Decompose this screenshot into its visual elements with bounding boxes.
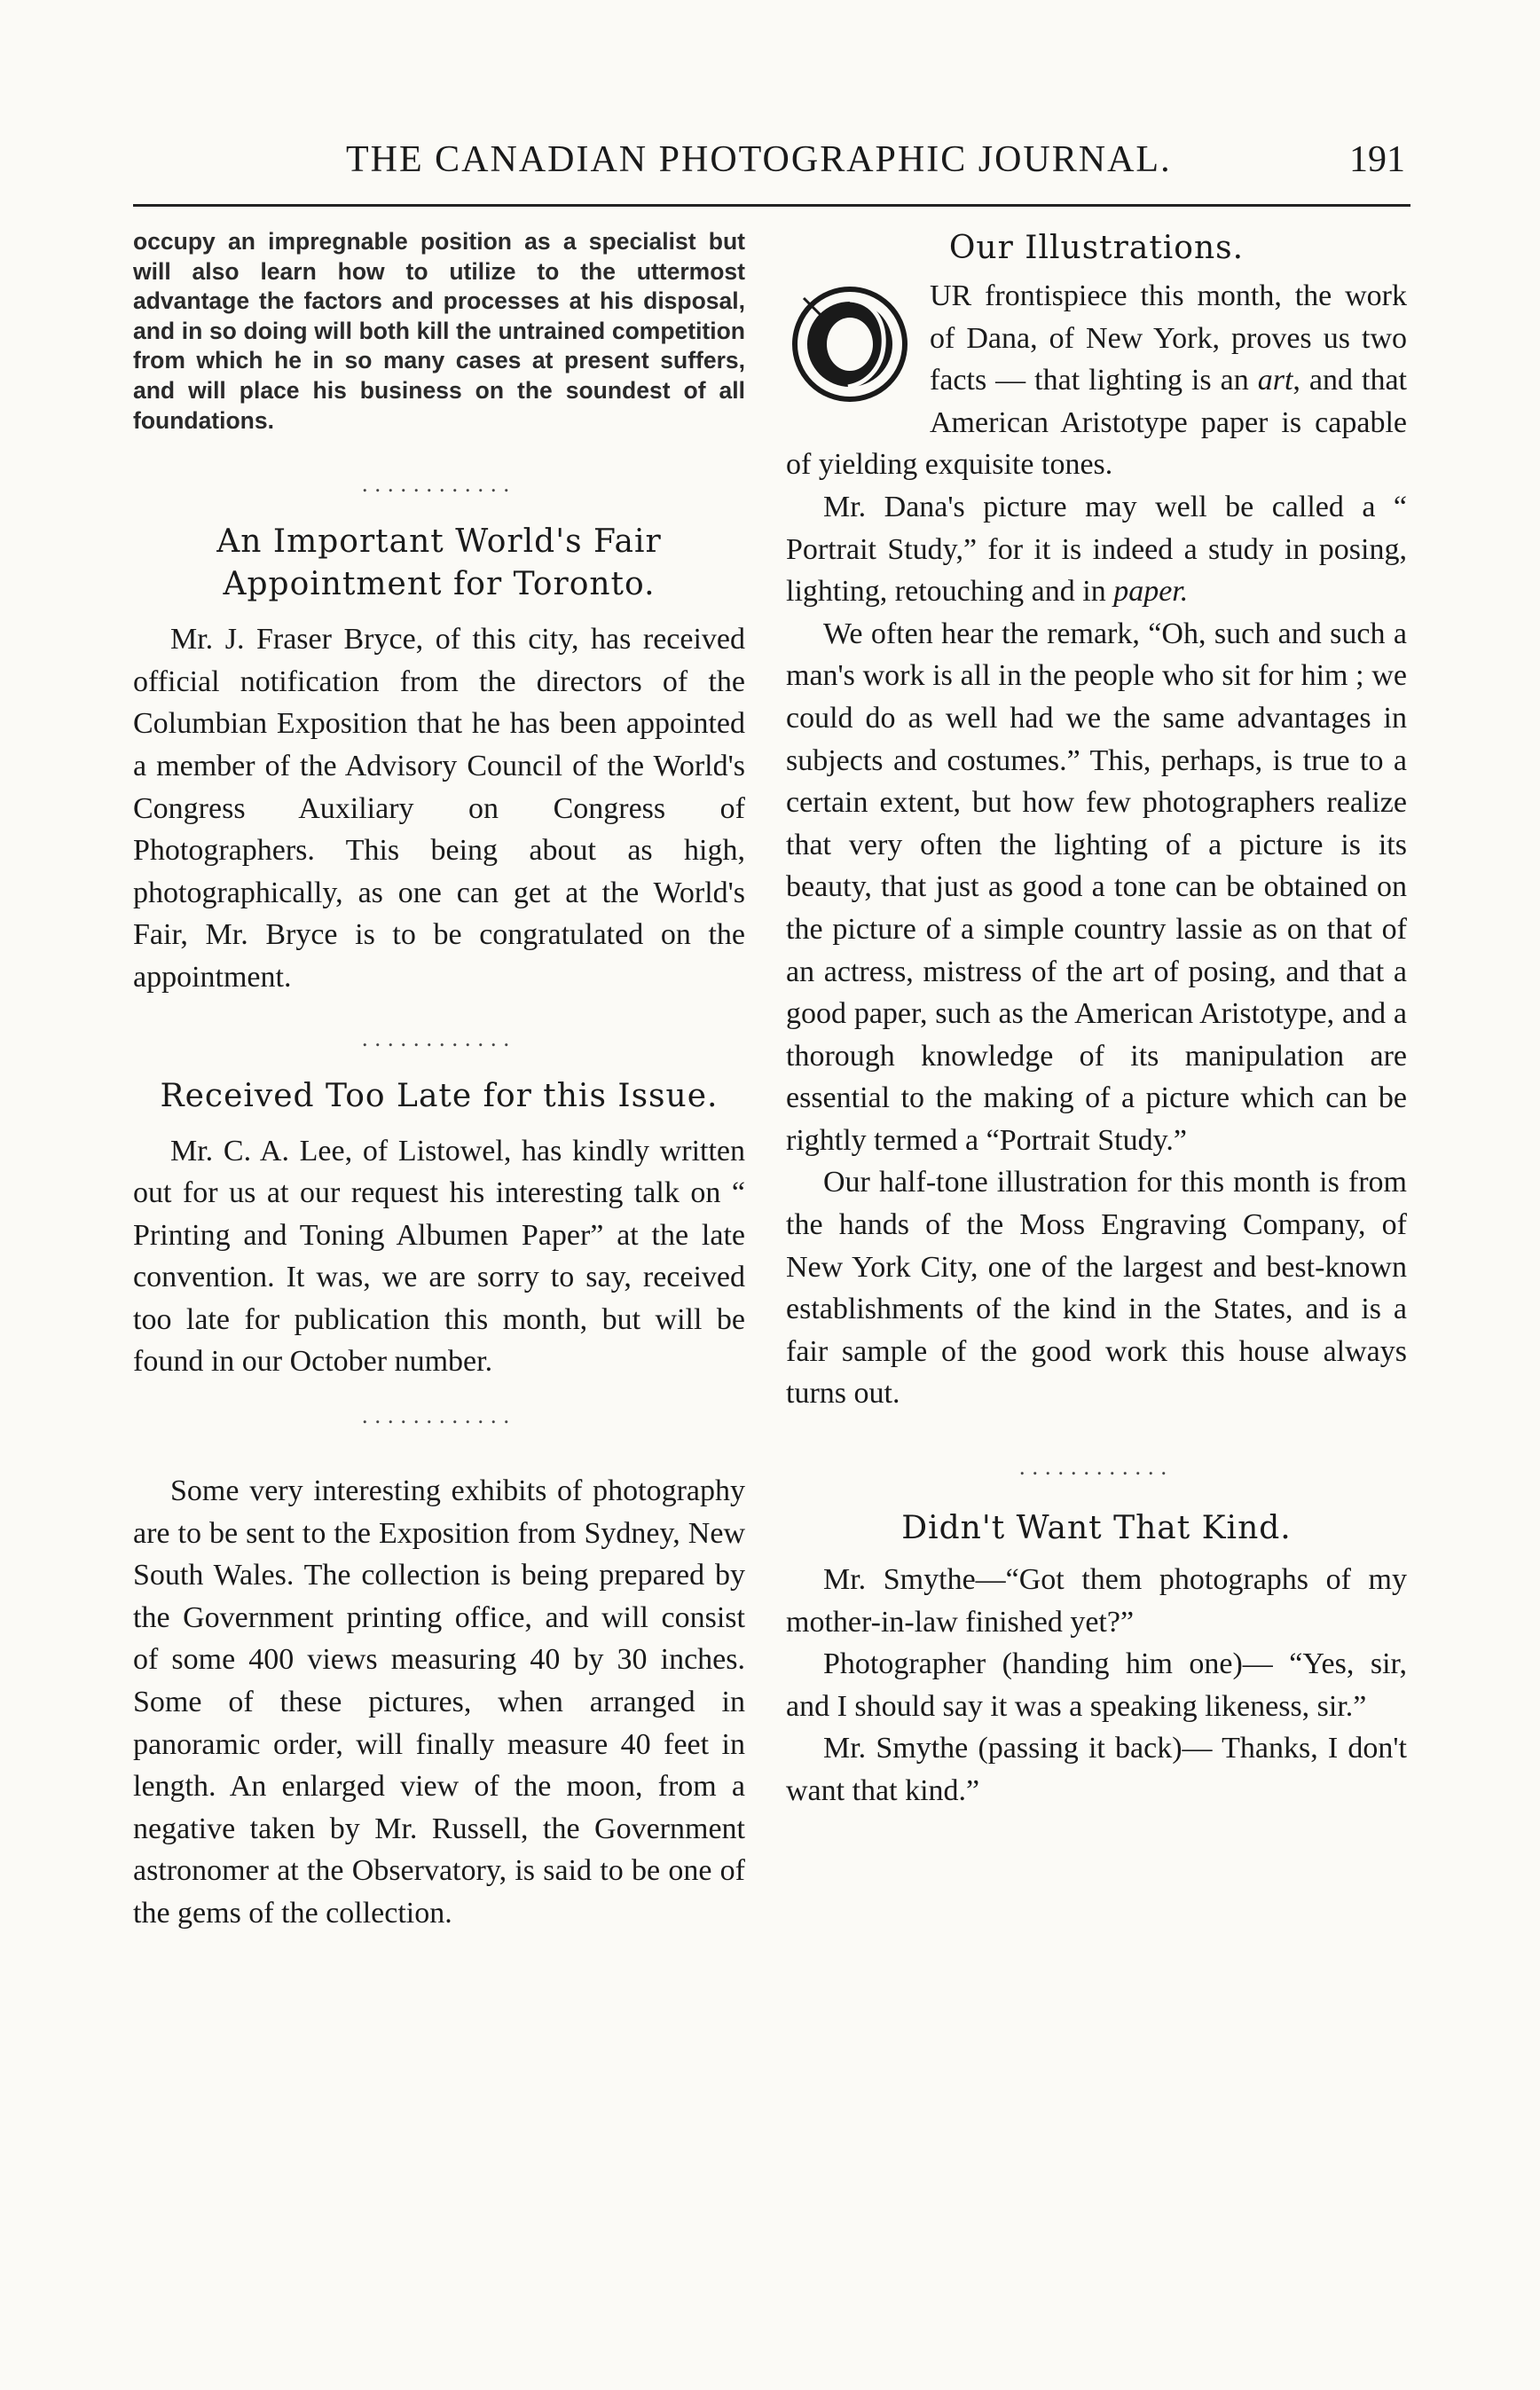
heading-our-illustrations: Our Illustrations. bbox=[948, 230, 1245, 266]
received-late-body: Mr. C. A. Lee, of Listowel, has kindly written out for us at our request his interesting talk on “ Printing and Toning Albumen Paper” at the late convention. It was, we are sorry to say, received too late for publication this month, but will be found in our October number. bbox=[133, 1134, 745, 1379]
dropcap-o-icon bbox=[786, 280, 919, 406]
illustrations-first-paragraph bbox=[786, 275, 1407, 486]
didnt-want-p2: Photographer (handing him one)— “Yes, sir, and I should say it was a speaking likeness, sir.” bbox=[786, 1647, 1407, 1723]
illustrations-p4: Our half-tone illustration for this month is from the hands of the Moss Engraving Company, of New York City, one of the largest and best-known establishments of the kind in the States, and is a fair sample of the good work this house always turns out. bbox=[786, 1166, 1407, 1411]
intro-paragraph: occupy an impregnable position as a specialist but will also learn how to utilize to the uttermost advantage the factors and processes at his disposal, and in so doing will both kill the untrained competition from which he in so many cases at present suffers, and will place his business on the soundest of all foundations. bbox=[133, 228, 745, 434]
didnt-want-p3: Mr. Smythe (passing it back)— Thanks, I don't want that kind.” bbox=[786, 1732, 1407, 1807]
page-number: 191 bbox=[1349, 139, 1405, 180]
heading-worlds-fair: An Important World's Fair Appointment for Toronto. bbox=[216, 523, 662, 603]
worlds-fair-body: Mr. J. Fraser Bryce, of this city, has received official notification from the directors of the Columbian Exposition that he has been appointed a member of the Advisory Council of the World's Congress Auxiliary on Congress of Photographers. This being about as high, photographically, as one can get at the World's Fair, Mr. Bryce is to be congratulated on the appointment. bbox=[133, 623, 745, 994]
heading-didnt-want: Didn't Want That Kind. bbox=[901, 1510, 1292, 1547]
journal-title: THE CANADIAN PHOTOGRAPHIC JOURNAL. bbox=[346, 139, 1172, 180]
illustrations-p2: Mr. Dana's picture may well be called a “ Portrait Study,” for it is indeed a study in posing, lighting, retouching and in paper. bbox=[786, 490, 1407, 609]
page-header bbox=[133, 138, 1410, 200]
separator: ............ bbox=[362, 1403, 516, 1429]
separator: ............ bbox=[362, 471, 516, 498]
separator: ............ bbox=[1019, 1454, 1174, 1481]
right-column bbox=[786, 227, 1407, 1812]
separator: ............ bbox=[362, 1025, 516, 1051]
left-column bbox=[133, 227, 745, 1935]
header-rule bbox=[133, 204, 1410, 207]
didnt-want-p1: Mr. Smythe—“Got them photographs of my mother-in-law finished yet?” bbox=[786, 1563, 1407, 1639]
heading-received-late: Received Too Late for this Issue. bbox=[160, 1077, 719, 1114]
illustrations-p1: UR frontispiece this month, the work of Dana, of New York, proves us two facts — that lighting is an art, and that American Aristotype paper is capable of yielding exquisite tones. bbox=[786, 279, 1407, 482]
illustrations-p3: We often hear the remark, “Oh, such and such a man's work is all in the people who sit for him ; we could do as well had we the same advantages in subjects and costumes.” This, perhaps, is true to a certain extent, but how few photographers realize that very often the lighting of a picture is its beauty, that just as good a tone can be obtained on the picture of a simple country lassie as on that of an actress, mistress of the art of posing, and that a good paper, such as the American Aristotype, and a thorough knowledge of its manipulation are essential to the making of a picture which can be rightly termed a “Portrait Study.” bbox=[786, 617, 1407, 1157]
sydney-exhibit-body: Some very interesting exhibits of photography are to be sent to the Exposition from Sydney, New South Wales. The collection is being prepared by the Government printing office, and will consist of some 400 views measuring 40 by 30 inches. Some of these pictures, when arranged in panoramic order, will finally measure 40 feet in length. An enlarged view of the moon, from a negative taken by Mr. Russell, the Government astronomer at the Observatory, is said to be one of the gems of the collection. bbox=[133, 1474, 745, 1930]
